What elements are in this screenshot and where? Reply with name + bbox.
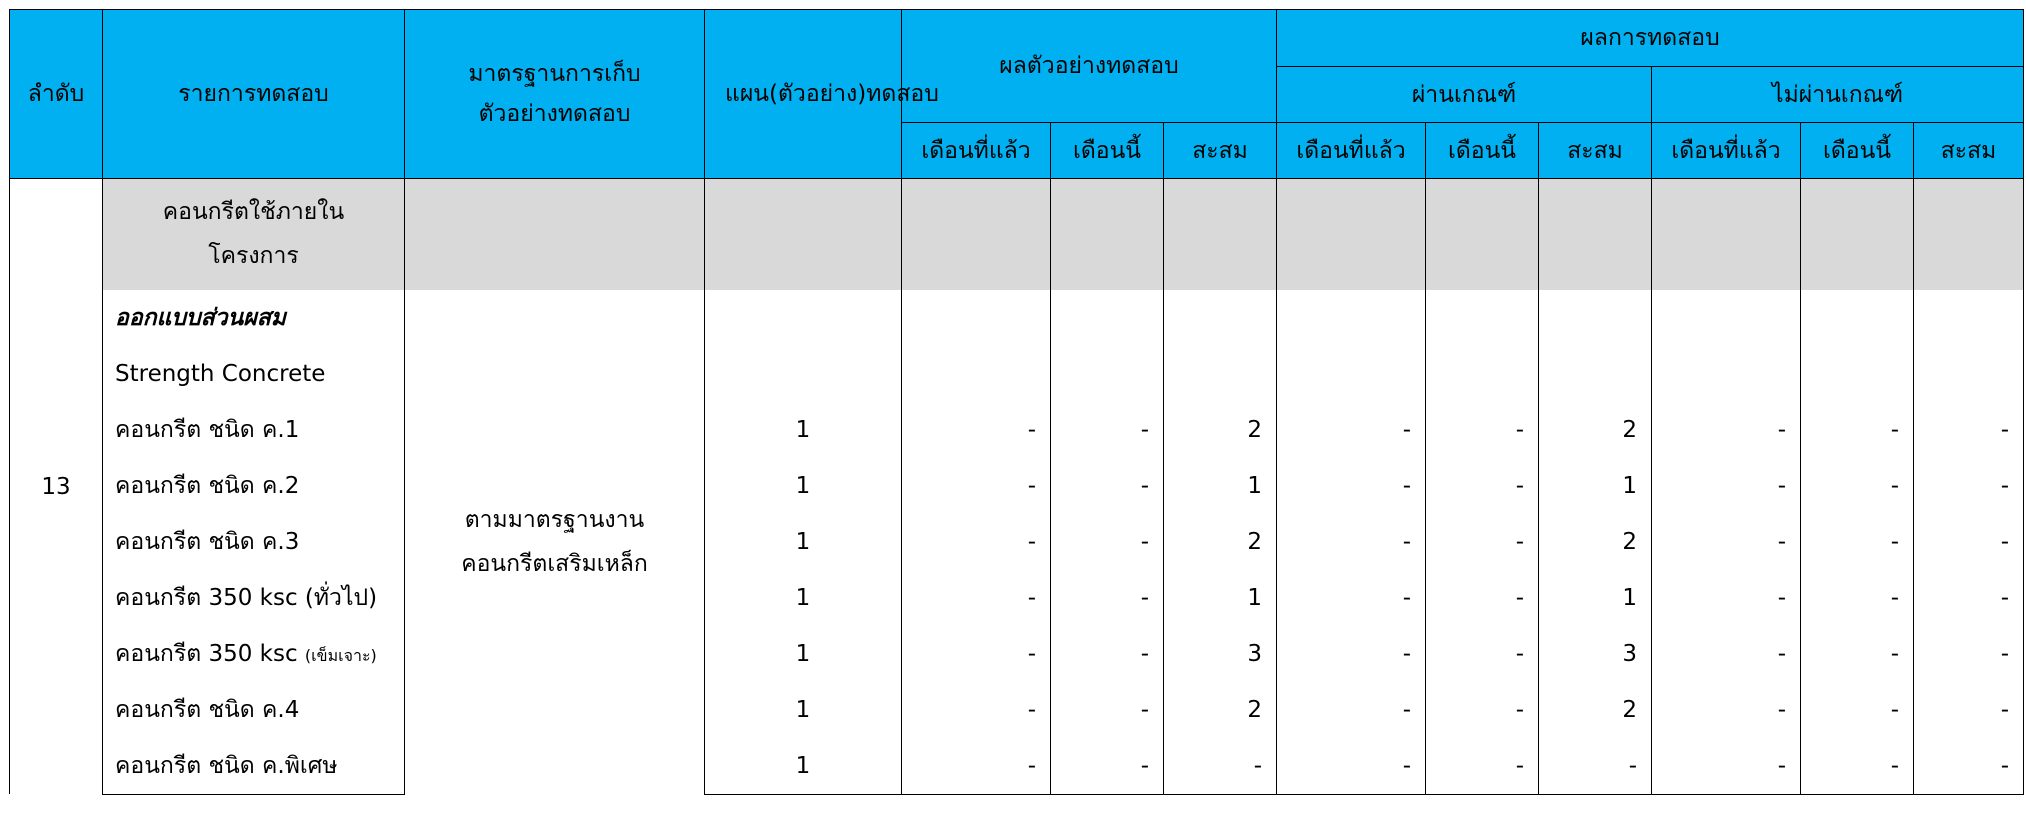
cell-sample-prev-month: - <box>902 738 1051 795</box>
cell-sample-this-month: - <box>1051 514 1164 570</box>
cell-fail-cumulative: - <box>1914 514 2024 570</box>
cell-fail-cumulative: - <box>1914 626 2024 682</box>
cell-pass-cumulative: 1 <box>1539 570 1652 626</box>
cell-pass-cumulative: - <box>1539 738 1652 795</box>
cell-pass-this-month: - <box>1426 682 1539 738</box>
header-sample-prev-month: เดือนที่แล้ว <box>902 123 1051 179</box>
test-results-table <box>9 9 2023 813</box>
cell-fail-prev-month: - <box>1652 402 1801 458</box>
cell-sample-prev-month <box>902 346 1051 402</box>
cell-pass-this-month: - <box>1426 626 1539 682</box>
row-plan: 1 <box>705 514 902 570</box>
cell-sample-this-month: - <box>1051 682 1164 738</box>
header-sample-cumulative: สะสม <box>1164 123 1277 179</box>
cell-sample-this-month: - <box>1051 738 1164 795</box>
cell-pass-this-month: - <box>1426 738 1539 795</box>
cell-pass-cumulative: 1 <box>1539 458 1652 514</box>
header-standard: มาตรฐานการเก็บตัวอย่างทดสอบ <box>405 10 705 179</box>
cell-pass-prev-month: - <box>1277 402 1426 458</box>
row-plan <box>705 346 902 402</box>
table-row <box>10 626 2024 682</box>
table-row <box>10 738 2024 795</box>
header-fail-prev-month: เดือนที่แล้ว <box>1652 123 1801 179</box>
grey-cell <box>1164 179 1277 290</box>
row-item: Strength Concrete <box>103 346 405 402</box>
cell-sample-cumulative: 3 <box>1164 626 1277 682</box>
cell-fail-prev-month: - <box>1652 738 1801 795</box>
header-fail: ไม่ผ่านเกณฑ์ <box>1652 67 2024 123</box>
cell-pass-prev-month: - <box>1277 626 1426 682</box>
grey-cell <box>1801 179 1914 290</box>
grey-cell <box>1426 179 1539 290</box>
table-row <box>10 402 2024 458</box>
cell-fail-prev-month: - <box>1652 570 1801 626</box>
grey-cell <box>1914 179 2024 290</box>
cell-fail-prev-month <box>1652 290 1801 346</box>
cell-pass-this-month <box>1426 346 1539 402</box>
cell-fail-prev-month: - <box>1652 626 1801 682</box>
row-plan: 1 <box>705 626 902 682</box>
grey-cell <box>1539 179 1652 290</box>
group-seq: 13 <box>10 179 103 795</box>
cell-pass-prev-month: - <box>1277 682 1426 738</box>
cell-pass-cumulative <box>1539 346 1652 402</box>
cell-fail-cumulative: - <box>1914 402 2024 458</box>
cell-sample-prev-month: - <box>902 682 1051 738</box>
cell-pass-prev-month: - <box>1277 458 1426 514</box>
cell-pass-cumulative <box>1539 290 1652 346</box>
cell-pass-prev-month: - <box>1277 570 1426 626</box>
cell-sample-prev-month: - <box>902 514 1051 570</box>
cell-fail-cumulative <box>1914 290 2024 346</box>
cell-fail-cumulative: - <box>1914 570 2024 626</box>
cell-fail-this-month: - <box>1801 738 1914 795</box>
cell-pass-cumulative: 2 <box>1539 682 1652 738</box>
cell-fail-prev-month: - <box>1652 458 1801 514</box>
row-plan: 1 <box>705 402 902 458</box>
cell-sample-prev-month <box>902 290 1051 346</box>
header-fail-this-month: เดือนนี้ <box>1801 123 1914 179</box>
row-plan: 1 <box>705 570 902 626</box>
header-sample-this-month: เดือนนี้ <box>1051 123 1164 179</box>
header-fail-cumulative: สะสม <box>1914 123 2024 179</box>
cell-pass-prev-month <box>1277 346 1426 402</box>
cell-sample-cumulative <box>1164 290 1277 346</box>
cell-pass-cumulative: 3 <box>1539 626 1652 682</box>
cell-pass-prev-month: - <box>1277 738 1426 795</box>
table-row <box>10 346 2024 402</box>
grey-cell <box>405 179 705 290</box>
cell-sample-this-month <box>1051 290 1164 346</box>
cell-sample-this-month: - <box>1051 570 1164 626</box>
group-title: คอนกรีตใช้ภายในโครงการ <box>103 179 405 290</box>
header-sample-results: ผลตัวอย่างทดสอบ <box>902 10 1277 123</box>
cell-sample-cumulative <box>1164 346 1277 402</box>
grey-cell <box>1051 179 1164 290</box>
row-item: คอนกรีต ชนิด ค.2 <box>103 458 405 514</box>
cell-fail-cumulative: - <box>1914 458 2024 514</box>
row-item: คอนกรีต ชนิด ค.พิเศษ <box>103 738 405 795</box>
row-plan: 1 <box>705 682 902 738</box>
row-plan: 1 <box>705 458 902 514</box>
header-plan: แผน(ตัวอย่าง)ทดสอบ <box>705 10 902 179</box>
cell-pass-cumulative: 2 <box>1539 514 1652 570</box>
cell-sample-this-month: - <box>1051 626 1164 682</box>
row-item-note: (เข็มเจาะ) <box>304 645 377 665</box>
cell-fail-cumulative: - <box>1914 682 2024 738</box>
cell-fail-this-month: - <box>1801 570 1914 626</box>
header-item: รายการทดสอบ <box>103 10 405 179</box>
table-row <box>10 570 2024 626</box>
cell-pass-prev-month: - <box>1277 514 1426 570</box>
cell-sample-cumulative: 2 <box>1164 682 1277 738</box>
group-standard: ตามมาตรฐานงานคอนกรีตเสริมเหล็ก <box>405 290 705 795</box>
cell-fail-prev-month <box>1652 346 1801 402</box>
cell-fail-this-month: - <box>1801 402 1914 458</box>
cell-fail-this-month: - <box>1801 682 1914 738</box>
header-pass: ผ่านเกณฑ์ <box>1277 67 1652 123</box>
cell-fail-prev-month: - <box>1652 682 1801 738</box>
cell-pass-this-month: - <box>1426 570 1539 626</box>
table-row <box>10 682 2024 738</box>
cell-fail-prev-month: - <box>1652 514 1801 570</box>
row-item: คอนกรีต ชนิด ค.1 <box>103 402 405 458</box>
table-row <box>10 514 2024 570</box>
cell-pass-this-month: - <box>1426 514 1539 570</box>
cell-sample-cumulative: - <box>1164 738 1277 795</box>
row-item: คอนกรีต ชนิด ค.4 <box>103 682 405 738</box>
header-pass-prev-month: เดือนที่แล้ว <box>1277 123 1426 179</box>
cell-fail-cumulative: - <box>1914 738 2024 795</box>
header-test-results: ผลการทดสอบ <box>1277 10 2024 67</box>
cell-sample-cumulative: 1 <box>1164 570 1277 626</box>
cell-pass-this-month: - <box>1426 458 1539 514</box>
table-row <box>10 290 2024 346</box>
table-row <box>10 458 2024 514</box>
cell-pass-cumulative: 2 <box>1539 402 1652 458</box>
cell-fail-this-month: - <box>1801 626 1914 682</box>
cell-sample-this-month: - <box>1051 458 1164 514</box>
grey-cell <box>902 179 1051 290</box>
cell-sample-cumulative: 2 <box>1164 514 1277 570</box>
grey-cell <box>1277 179 1426 290</box>
cell-sample-prev-month: - <box>902 570 1051 626</box>
cell-pass-this-month <box>1426 290 1539 346</box>
cell-sample-prev-month: - <box>902 402 1051 458</box>
row-item: คอนกรีต 350 ksc (ทั่วไป) <box>103 570 405 626</box>
header-seq: ลำดับ <box>10 10 103 179</box>
cell-pass-prev-month <box>1277 290 1426 346</box>
cell-sample-cumulative: 1 <box>1164 458 1277 514</box>
cell-fail-cumulative <box>1914 346 2024 402</box>
cell-fail-this-month <box>1801 346 1914 402</box>
cell-fail-this-month: - <box>1801 458 1914 514</box>
cell-sample-this-month: - <box>1051 402 1164 458</box>
cell-fail-this-month <box>1801 290 1914 346</box>
row-item: คอนกรีต ชนิด ค.3 <box>103 514 405 570</box>
cell-pass-this-month: - <box>1426 402 1539 458</box>
header-pass-cumulative: สะสม <box>1539 123 1652 179</box>
cell-sample-prev-month: - <box>902 458 1051 514</box>
row-plan: 1 <box>705 738 902 795</box>
header-pass-this-month: เดือนนี้ <box>1426 123 1539 179</box>
cell-sample-prev-month: - <box>902 626 1051 682</box>
cell-sample-cumulative: 2 <box>1164 402 1277 458</box>
row-item: ออกแบบส่วนผสม <box>103 290 405 346</box>
cell-fail-this-month: - <box>1801 514 1914 570</box>
row-item: คอนกรีต 350 ksc (เข็มเจาะ) <box>103 626 405 682</box>
cell-sample-this-month <box>1051 346 1164 402</box>
grey-cell <box>1652 179 1801 290</box>
grey-cell <box>705 179 902 290</box>
row-plan <box>705 290 902 346</box>
